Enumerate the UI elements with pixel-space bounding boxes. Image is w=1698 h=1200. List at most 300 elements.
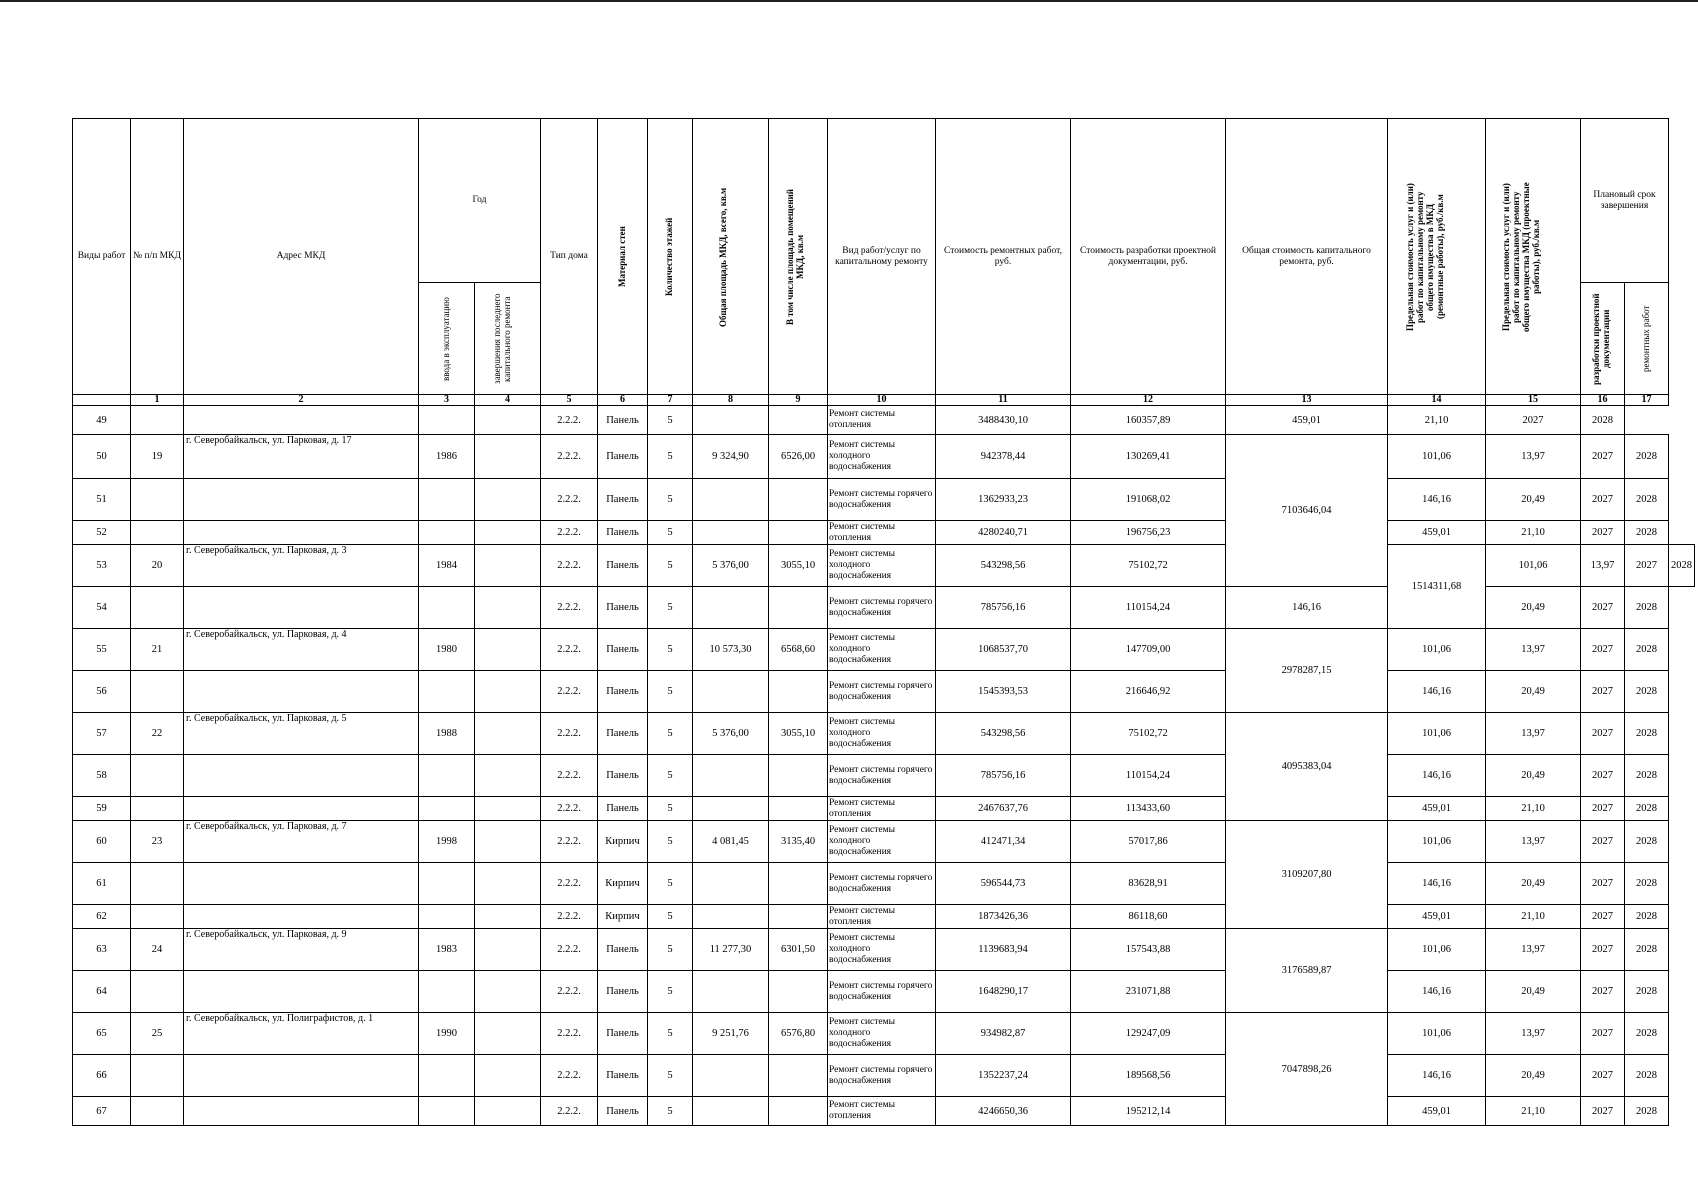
year-last-repair: [475, 1013, 541, 1055]
mkd-number: 22: [131, 713, 184, 755]
limit-repair-cost: 459,01: [1388, 905, 1486, 929]
mkd-address: [184, 671, 419, 713]
deadline-repair: 2028: [1625, 905, 1669, 929]
mkd-number: [131, 521, 184, 545]
mkd-number: 19: [131, 435, 184, 479]
work-type-number: 62: [73, 905, 131, 929]
year-commissioning: 1988: [419, 713, 475, 755]
total-area: [693, 521, 769, 545]
mkd-number: [131, 755, 184, 797]
header-premises-area: В том числе площадь помещений МКД, кв.м: [769, 119, 828, 395]
mkd-number: [131, 1055, 184, 1097]
repair-cost: 4280240,71: [936, 521, 1071, 545]
work-type-number: 55: [73, 629, 131, 671]
year-last-repair: [475, 587, 541, 629]
repair-cost: 785756,16: [936, 587, 1071, 629]
wall-material: Панель: [598, 929, 648, 971]
header-total-cost: Общая стоимость капитального ремонта, руб.: [1226, 119, 1388, 395]
house-type: 2.2.2.: [541, 671, 598, 713]
premises-area: [769, 1055, 828, 1097]
repair-cost: 785756,16: [936, 755, 1071, 797]
mkd-address: г. Северобайкальск, ул. Полиграфистов, д. 1: [184, 1013, 419, 1055]
table-row: [73, 929, 1695, 971]
header-year-commissioning: ввода в эксплуатацию: [419, 283, 475, 395]
total-area: [693, 971, 769, 1013]
wall-material: Панель: [598, 1013, 648, 1055]
deadline-repair: 2028: [1625, 629, 1669, 671]
wall-material: Панель: [598, 545, 648, 587]
repair-cost: 1648290,17: [936, 971, 1071, 1013]
header-wall-material: Материал стен: [598, 119, 648, 395]
premises-area: 6568,60: [769, 629, 828, 671]
total-repair-cost: 3109207,80: [1226, 821, 1388, 929]
table-body: [73, 406, 1695, 1126]
total-repair-cost: 7047898,26: [1226, 1013, 1388, 1126]
house-type: 2.2.2.: [541, 929, 598, 971]
year-last-repair: [475, 905, 541, 929]
header-house-type: Тип дома: [541, 119, 598, 395]
table-row: [73, 821, 1695, 863]
table-row: [73, 479, 1695, 521]
mkd-address: [184, 587, 419, 629]
work-kind: Ремонт системы холодного водоснабжения: [828, 435, 936, 479]
deadline-repair: 2028: [1625, 821, 1669, 863]
table-row: [73, 797, 1695, 821]
work-kind: Ремонт системы горячего водоснабжения: [828, 1055, 936, 1097]
design-cost: 110154,24: [1071, 755, 1226, 797]
year-last-repair: [475, 863, 541, 905]
wall-material: Панель: [598, 629, 648, 671]
deadline-design: 2027: [1581, 863, 1625, 905]
header-planned-deadline: Плановый срок завершения: [1581, 119, 1669, 283]
work-type-number: 52: [73, 521, 131, 545]
mkd-number: [131, 479, 184, 521]
work-type-number: 60: [73, 821, 131, 863]
col-number: 10: [828, 395, 936, 406]
premises-area: [769, 797, 828, 821]
design-cost: 216646,92: [1071, 671, 1226, 713]
year-commissioning: 1984: [419, 545, 475, 587]
house-type: 2.2.2.: [541, 863, 598, 905]
design-cost: 75102,72: [1071, 713, 1226, 755]
col-number: 14: [1388, 395, 1486, 406]
table-row: [73, 521, 1695, 545]
total-area: 9 324,90: [693, 435, 769, 479]
design-cost: 196756,23: [1071, 521, 1226, 545]
deadline-design: 2027: [1581, 755, 1625, 797]
table-row: [73, 435, 1695, 479]
repair-cost: 3488430,10: [936, 406, 1071, 435]
work-type-number: 67: [73, 1097, 131, 1126]
mkd-number: 24: [131, 929, 184, 971]
limit-repair-cost: 146,16: [1388, 971, 1486, 1013]
year-last-repair: [475, 713, 541, 755]
work-kind: Ремонт системы отопления: [828, 406, 936, 435]
table-row: [73, 1097, 1695, 1126]
design-cost: 83628,91: [1071, 863, 1226, 905]
col-number: 3: [419, 395, 475, 406]
total-area: 5 376,00: [693, 713, 769, 755]
floor-count: 5: [648, 863, 693, 905]
design-cost: 75102,72: [1071, 545, 1226, 587]
mkd-number: [131, 587, 184, 629]
total-area: [693, 406, 769, 435]
header-limit-design: Предельная стоимость услуг и (или) работ по капитальному ремонту общего имущества МКД (проектные работы), руб./кв.м: [1486, 119, 1581, 395]
deadline-repair: 2028: [1625, 755, 1669, 797]
house-type: 2.2.2.: [541, 1055, 598, 1097]
col-number: 11: [936, 395, 1071, 406]
repair-cost: 1873426,36: [936, 905, 1071, 929]
year-commissioning: [419, 971, 475, 1013]
design-cost: 110154,24: [1071, 587, 1226, 629]
work-kind: Ремонт системы горячего водоснабжения: [828, 863, 936, 905]
repair-plan-sheet: [72, 118, 1695, 1126]
mkd-number: [131, 971, 184, 1013]
table-row: [73, 629, 1695, 671]
work-kind: Ремонт системы горячего водоснабжения: [828, 587, 936, 629]
header-work-kind: Вид работ/услуг по капитальному ремонту: [828, 119, 936, 395]
limit-repair-cost: 459,01: [1226, 406, 1388, 435]
limit-repair-cost: 459,01: [1388, 521, 1486, 545]
year-commissioning: 1990: [419, 1013, 475, 1055]
deadline-repair: 2028: [1669, 545, 1695, 587]
wall-material: Панель: [598, 971, 648, 1013]
col-number: 16: [1581, 395, 1625, 406]
repair-cost: 942378,44: [936, 435, 1071, 479]
deadline-repair: 2028: [1625, 1097, 1669, 1126]
work-kind: Ремонт системы горячего водоснабжения: [828, 755, 936, 797]
mkd-address: [184, 905, 419, 929]
premises-area: 3135,40: [769, 821, 828, 863]
header-year-last-repair: завершения последнего капитального ремонта: [475, 283, 541, 395]
header-floors: Количество этажей: [648, 119, 693, 395]
total-area: [693, 797, 769, 821]
total-area: 10 573,30: [693, 629, 769, 671]
design-cost: 86118,60: [1071, 905, 1226, 929]
year-last-repair: [475, 971, 541, 1013]
total-repair-cost: 7103646,04: [1226, 435, 1388, 587]
premises-area: [769, 863, 828, 905]
deadline-repair: 2028: [1625, 1013, 1669, 1055]
year-last-repair: [475, 545, 541, 587]
house-type: 2.2.2.: [541, 797, 598, 821]
repair-cost: 1068537,70: [936, 629, 1071, 671]
wall-material: Кирпич: [598, 905, 648, 929]
year-commissioning: [419, 905, 475, 929]
limit-repair-cost: 146,16: [1388, 479, 1486, 521]
header-limit-repair: Предельная стоимость услуг и (или) работ по капитальному ремонту общего имущества в МКД (ремонтные работы), руб./кв.м: [1388, 119, 1486, 395]
wall-material: Панель: [598, 587, 648, 629]
wall-material: Кирпич: [598, 821, 648, 863]
col-number: 5: [541, 395, 598, 406]
premises-area: [769, 479, 828, 521]
year-last-repair: [475, 479, 541, 521]
mkd-address: г. Северобайкальск, ул. Парковая, д. 4: [184, 629, 419, 671]
deadline-repair: 2028: [1625, 713, 1669, 755]
table-row: [73, 406, 1695, 435]
deadline-design: 2027: [1581, 713, 1625, 755]
year-commissioning: 1980: [419, 629, 475, 671]
limit-design-cost: 20,49: [1486, 479, 1581, 521]
year-last-repair: [475, 406, 541, 435]
premises-area: 6526,00: [769, 435, 828, 479]
mkd-address: г. Северобайкальск, ул. Парковая, д. 3: [184, 545, 419, 587]
col-number: [73, 395, 131, 406]
limit-design-cost: 13,97: [1486, 1013, 1581, 1055]
mkd-number: [131, 671, 184, 713]
repair-cost: 4246650,36: [936, 1097, 1071, 1126]
floor-count: 5: [648, 797, 693, 821]
col-number: 8: [693, 395, 769, 406]
floor-count: 5: [648, 521, 693, 545]
table-row: [73, 1013, 1695, 1055]
premises-area: [769, 1097, 828, 1126]
year-last-repair: [475, 1097, 541, 1126]
limit-design-cost: 21,10: [1486, 797, 1581, 821]
mkd-address: г. Северобайкальск, ул. Парковая, д. 7: [184, 821, 419, 863]
work-kind: Ремонт системы отопления: [828, 905, 936, 929]
limit-design-cost: 21,10: [1486, 905, 1581, 929]
design-cost: 129247,09: [1071, 1013, 1226, 1055]
limit-design-cost: 13,97: [1581, 545, 1625, 587]
total-area: 9 251,76: [693, 1013, 769, 1055]
limit-design-cost: 13,97: [1486, 629, 1581, 671]
limit-repair-cost: 459,01: [1388, 1097, 1486, 1126]
year-commissioning: [419, 671, 475, 713]
col-number: 6: [598, 395, 648, 406]
year-commissioning: 1983: [419, 929, 475, 971]
limit-repair-cost: 146,16: [1388, 863, 1486, 905]
deadline-design: 2027: [1581, 435, 1625, 479]
house-type: 2.2.2.: [541, 521, 598, 545]
mkd-number: [131, 905, 184, 929]
repair-cost: 543298,56: [936, 545, 1071, 587]
mkd-address: [184, 755, 419, 797]
floor-count: 5: [648, 545, 693, 587]
wall-material: Панель: [598, 1097, 648, 1126]
deadline-repair: 2028: [1625, 797, 1669, 821]
wall-material: Панель: [598, 755, 648, 797]
header-total-area: Общая площадь МКД, всего, кв.м: [693, 119, 769, 395]
limit-repair-cost: 101,06: [1388, 929, 1486, 971]
header-design-cost: Стоимость разработки проектной документации, руб.: [1071, 119, 1226, 395]
design-cost: 160357,89: [1071, 406, 1226, 435]
work-type-number: 65: [73, 1013, 131, 1055]
deadline-repair: 2028: [1625, 863, 1669, 905]
wall-material: Панель: [598, 435, 648, 479]
deadline-design: 2027: [1581, 1013, 1625, 1055]
repair-cost: 1362933,23: [936, 479, 1071, 521]
floor-count: 5: [648, 755, 693, 797]
floor-count: 5: [648, 1013, 693, 1055]
table-row: [73, 755, 1695, 797]
mkd-number: 25: [131, 1013, 184, 1055]
col-number: 17: [1625, 395, 1669, 406]
deadline-design: 2027: [1581, 521, 1625, 545]
house-type: 2.2.2.: [541, 629, 598, 671]
wall-material: Панель: [598, 521, 648, 545]
work-type-number: 59: [73, 797, 131, 821]
total-area: [693, 1055, 769, 1097]
year-commissioning: [419, 1055, 475, 1097]
table-row: [73, 671, 1695, 713]
deadline-repair: 2028: [1625, 479, 1669, 521]
mkd-address: [184, 1097, 419, 1126]
total-area: [693, 587, 769, 629]
design-cost: 57017,86: [1071, 821, 1226, 863]
work-kind: Ремонт системы холодного водоснабжения: [828, 713, 936, 755]
deadline-design: 2027: [1581, 821, 1625, 863]
mkd-address: [184, 971, 419, 1013]
deadline-design: 2027: [1581, 1097, 1625, 1126]
deadline-repair: 2028: [1581, 406, 1625, 435]
header-address: Адрес МКД: [184, 119, 419, 395]
mkd-number: [131, 406, 184, 435]
top-border-line: [0, 0, 1698, 2]
floor-count: 5: [648, 1055, 693, 1097]
limit-repair-cost: 101,06: [1388, 629, 1486, 671]
premises-area: [769, 755, 828, 797]
premises-area: 3055,10: [769, 713, 828, 755]
total-area: [693, 479, 769, 521]
total-repair-cost: 4095383,04: [1226, 713, 1388, 821]
col-number: 12: [1071, 395, 1226, 406]
mkd-address: [184, 1055, 419, 1097]
premises-area: 3055,10: [769, 545, 828, 587]
house-type: 2.2.2.: [541, 587, 598, 629]
work-type-number: 49: [73, 406, 131, 435]
limit-design-cost: 21,10: [1486, 1097, 1581, 1126]
wall-material: Кирпич: [598, 863, 648, 905]
col-number: 7: [648, 395, 693, 406]
floor-count: 5: [648, 671, 693, 713]
design-cost: 147709,00: [1071, 629, 1226, 671]
repair-cost: 1139683,94: [936, 929, 1071, 971]
premises-area: [769, 905, 828, 929]
header-deadline-design: разработки проектной документации: [1581, 283, 1625, 395]
mkd-address: [184, 863, 419, 905]
design-cost: 130269,41: [1071, 435, 1226, 479]
table-row: [73, 905, 1695, 929]
deadline-repair: 2028: [1625, 971, 1669, 1013]
work-type-number: 50: [73, 435, 131, 479]
year-commissioning: [419, 406, 475, 435]
house-type: 2.2.2.: [541, 545, 598, 587]
work-type-number: 54: [73, 587, 131, 629]
total-area: 11 277,30: [693, 929, 769, 971]
mkd-number: 21: [131, 629, 184, 671]
limit-design-cost: 20,49: [1486, 1055, 1581, 1097]
deadline-repair: 2028: [1625, 521, 1669, 545]
total-area: 5 376,00: [693, 545, 769, 587]
mkd-number: 23: [131, 821, 184, 863]
year-last-repair: [475, 435, 541, 479]
deadline-repair: 2028: [1625, 929, 1669, 971]
header-mkd-number: № п/п МКД: [131, 119, 184, 395]
limit-repair-cost: 146,16: [1388, 755, 1486, 797]
total-area: 4 081,45: [693, 821, 769, 863]
work-type-number: 51: [73, 479, 131, 521]
floor-count: 5: [648, 587, 693, 629]
limit-design-cost: 13,97: [1486, 929, 1581, 971]
deadline-design: 2027: [1581, 971, 1625, 1013]
year-commissioning: 1998: [419, 821, 475, 863]
year-commissioning: [419, 755, 475, 797]
work-kind: Ремонт системы отопления: [828, 521, 936, 545]
header-repair-cost: Стоимость ремонтных работ, руб.: [936, 119, 1071, 395]
col-number: 4: [475, 395, 541, 406]
mkd-number: [131, 863, 184, 905]
design-cost: 231071,88: [1071, 971, 1226, 1013]
header-deadline-repair: ремонтных работ: [1625, 283, 1669, 395]
floor-count: 5: [648, 629, 693, 671]
work-kind: Ремонт системы отопления: [828, 797, 936, 821]
total-repair-cost: 3176589,87: [1226, 929, 1388, 1013]
house-type: 2.2.2.: [541, 821, 598, 863]
deadline-design: 2027: [1625, 545, 1669, 587]
limit-design-cost: 21,10: [1486, 521, 1581, 545]
repair-cost: 596544,73: [936, 863, 1071, 905]
table-row: [73, 1055, 1695, 1097]
work-kind: Ремонт системы холодного водоснабжения: [828, 929, 936, 971]
total-area: [693, 905, 769, 929]
year-last-repair: [475, 671, 541, 713]
premises-area: [769, 671, 828, 713]
year-commissioning: [419, 521, 475, 545]
deadline-repair: 2028: [1625, 435, 1669, 479]
house-type: 2.2.2.: [541, 755, 598, 797]
deadline-design: 2027: [1581, 1055, 1625, 1097]
repair-cost: 2467637,76: [936, 797, 1071, 821]
mkd-address: г. Северобайкальск, ул. Парковая, д. 9: [184, 929, 419, 971]
work-kind: Ремонт системы горячего водоснабжения: [828, 479, 936, 521]
header-work-types: Виды работ: [73, 119, 131, 395]
work-type-number: 63: [73, 929, 131, 971]
house-type: 2.2.2.: [541, 905, 598, 929]
premises-area: [769, 971, 828, 1013]
table-row: [73, 971, 1695, 1013]
deadline-design: 2027: [1581, 929, 1625, 971]
total-repair-cost: 2978287,15: [1226, 629, 1388, 713]
limit-design-cost: 20,49: [1486, 587, 1581, 629]
floor-count: 5: [648, 1097, 693, 1126]
limit-design-cost: 13,97: [1486, 821, 1581, 863]
house-type: 2.2.2.: [541, 1097, 598, 1126]
limit-design-cost: 20,49: [1486, 971, 1581, 1013]
work-kind: Ремонт системы отопления: [828, 1097, 936, 1126]
limit-design-cost: 13,97: [1486, 713, 1581, 755]
house-type: 2.2.2.: [541, 1013, 598, 1055]
floor-count: 5: [648, 905, 693, 929]
repair-cost: 1352237,24: [936, 1055, 1071, 1097]
total-repair-cost: 1514311,68: [1388, 545, 1486, 629]
mkd-address: [184, 406, 419, 435]
limit-design-cost: 13,97: [1486, 435, 1581, 479]
mkd-number: 20: [131, 545, 184, 587]
deadline-design: 2027: [1581, 479, 1625, 521]
total-area: [693, 755, 769, 797]
limit-repair-cost: 146,16: [1388, 671, 1486, 713]
col-number: 9: [769, 395, 828, 406]
table-row: [73, 545, 1695, 587]
work-type-number: 58: [73, 755, 131, 797]
mkd-address: [184, 521, 419, 545]
mkd-address: [184, 479, 419, 521]
house-type: 2.2.2.: [541, 435, 598, 479]
limit-repair-cost: 146,16: [1388, 1055, 1486, 1097]
floor-count: 5: [648, 435, 693, 479]
design-cost: 113433,60: [1071, 797, 1226, 821]
